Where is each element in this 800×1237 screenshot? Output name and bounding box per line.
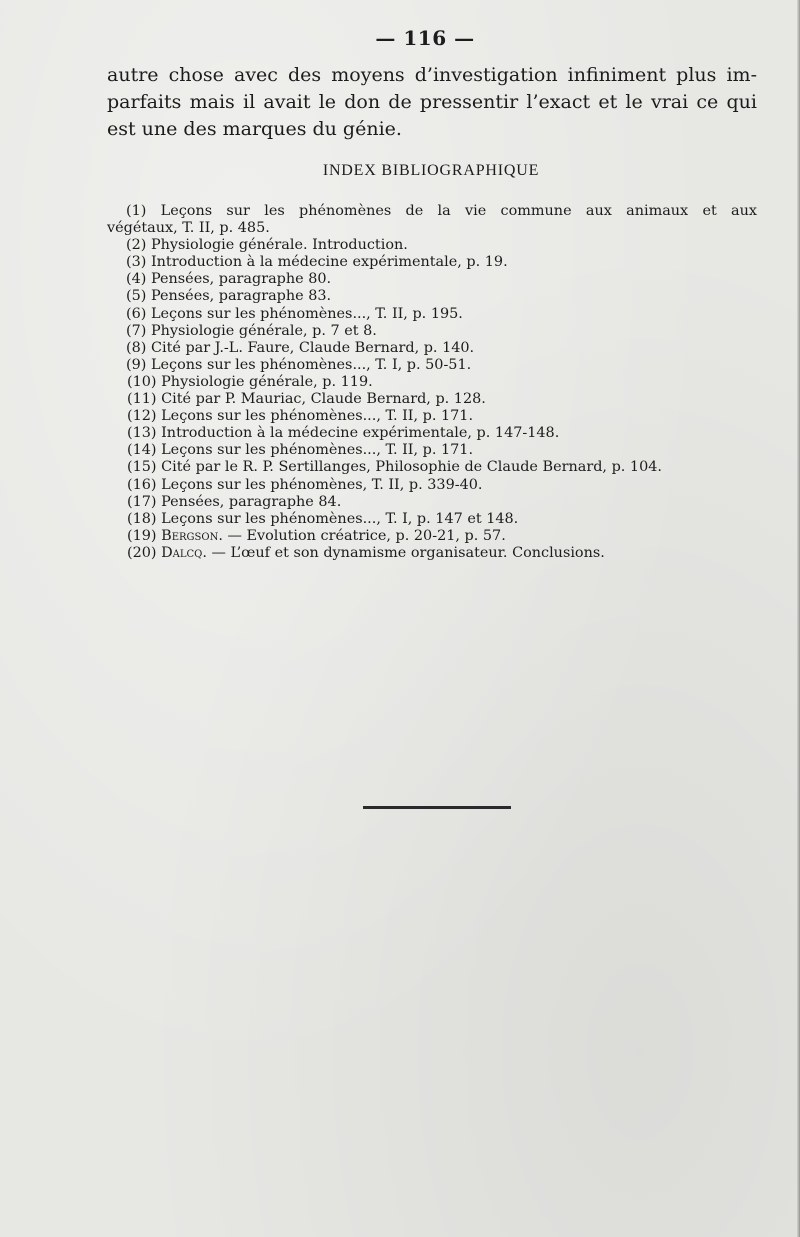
reference-text: Leçons sur les phénomènes..., T. II, p. 171. [161, 408, 474, 425]
reference-item [107, 511, 757, 528]
reference-item [107, 357, 757, 374]
reference-text: Cité par P. Mauriac, Claude Bernard, p. 128. [161, 391, 486, 408]
reference-author: Dalcq. [161, 544, 207, 561]
reference-text: Leçons sur les phénomènes..., T. I, p. 147 et 148. [161, 510, 519, 527]
reference-text: Cité par J.-L. Faure, Claude Bernard, p. 140. [150, 339, 475, 356]
reference-text: Introduction à la médecine expérimentale, p. 19. [150, 254, 508, 271]
reference-number: (9) [126, 356, 147, 373]
reference-item [107, 528, 757, 545]
reference-item [107, 254, 757, 271]
section-heading: INDEX BIBLIOGRAPHIQUE [322, 162, 540, 179]
reference-item [107, 494, 757, 511]
reference-item [107, 459, 757, 476]
reference-item [107, 545, 757, 562]
reference-text: — Evolution créatrice, p. 20-21, p. 57. [222, 527, 506, 544]
reference-text: végétaux, T. II, p. 485. [107, 220, 270, 237]
reference-number: (4) [126, 271, 147, 288]
reference-text: Cité par le R. P. Sertillanges, Philosophie de Claude Bernard, p. 104. [161, 459, 662, 476]
reference-number: (5) [126, 288, 147, 305]
reference-number: (2) [126, 237, 147, 254]
reference-number: (11) [127, 391, 157, 408]
reference-item [107, 203, 757, 220]
reference-text: Leçons sur les phénomènes, T. II, p. 339-40. [161, 476, 483, 493]
reference-number: (10) [127, 373, 157, 390]
intro-line: autre chose avec des moyens d’investigation infiniment plus im- [107, 64, 757, 86]
reference-text: Leçons sur les phénomènes de la vie commune aux animaux et aux [160, 203, 757, 219]
end-rule [363, 806, 511, 809]
reference-item [107, 237, 757, 254]
reference-item [107, 340, 757, 357]
reference-author: Bergson. [161, 527, 223, 544]
reference-number: (18) [127, 510, 157, 527]
reference-text: Physiologie générale, p. 119. [161, 373, 373, 390]
reference-number: (15) [127, 459, 157, 476]
reference-text: Pensées, paragraphe 83. [150, 288, 332, 305]
reference-text: Physiologie générale. Introduction. [150, 237, 408, 254]
reference-item [107, 374, 757, 391]
reference-number: (17) [127, 493, 157, 510]
reference-text: Leçons sur les phénomènes..., T. I, p. 50-51. [150, 356, 472, 373]
reference-text: Leçons sur les phénomènes..., T. II, p. 195. [150, 305, 463, 322]
reference-number: (19) [127, 527, 157, 544]
reference-text: Leçons sur les phénomènes..., T. II, p. 171. [161, 442, 474, 459]
reference-item [107, 477, 757, 494]
reference-number: (12) [127, 408, 157, 425]
reference-text: Pensées, paragraphe 80. [150, 271, 332, 288]
reference-list [107, 203, 757, 562]
reference-text: Pensées, paragraphe 84. [161, 493, 342, 510]
reference-number: (14) [127, 442, 157, 459]
reference-text: — L’œuf et son dynamisme organisateur. Conclusions. [206, 544, 605, 561]
reference-item [107, 391, 757, 408]
reference-item [107, 271, 757, 288]
intro-line: parfaits mais il avait le don de pressentir l’exact et le vrai ce qui [107, 91, 757, 113]
reference-number: (8) [126, 339, 147, 356]
intro-line: est une des marques du génie. [107, 118, 402, 140]
reference-number: (16) [127, 476, 157, 493]
reference-number: (1) [126, 203, 147, 219]
intro-paragraph [107, 62, 757, 143]
reference-number: (6) [126, 305, 147, 322]
reference-number: (3) [126, 254, 147, 271]
reference-item [107, 408, 757, 425]
reference-item [107, 425, 757, 442]
page-number: — 116 — [375, 26, 475, 50]
reference-item [107, 323, 757, 340]
reference-number: (7) [126, 322, 147, 339]
reference-item [107, 288, 757, 305]
reference-item [107, 220, 757, 237]
reference-text: Physiologie générale, p. 7 et 8. [150, 322, 377, 339]
reference-number: (13) [127, 425, 157, 442]
reference-text: Introduction à la médecine expérimentale, p. 147-148. [161, 425, 560, 442]
reference-item [107, 306, 757, 323]
reference-item [107, 442, 757, 459]
reference-number: (20) [127, 544, 157, 561]
